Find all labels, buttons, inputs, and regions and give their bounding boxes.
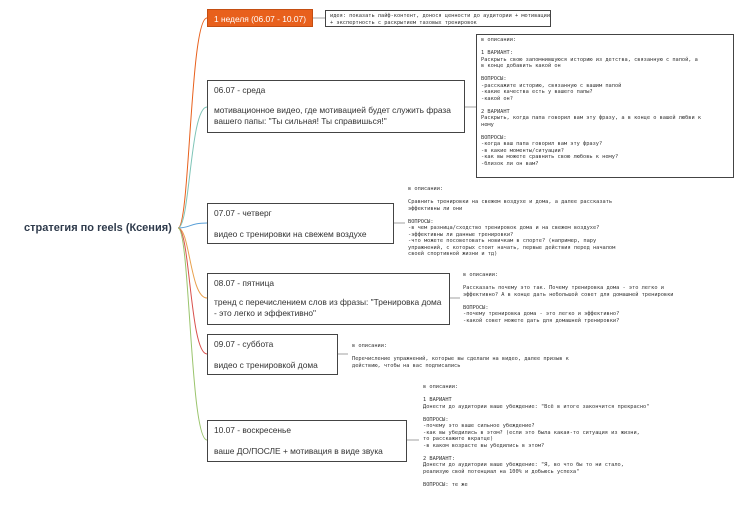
day-node-10-07[interactable] [207, 420, 407, 462]
day-date: 07.07 - четверг [214, 208, 272, 218]
day-note-10-07: в описании: 1 ВАРИАНТ Донести до аудитории ваше убеждение: "Всё в итоге закончится прекрасно" ВОПРОСЫ: -почему это ваше сильное убеждение? -как вы убедились в этом? (если это была какая-то ситуация из жизни, то расскажите вкратце) -в каком возрасте вы убедились в этом? 2 ВАРИАНТ: Донести до аудитории ваше убеждение: "Я, во что бы то ни стало, реализую свой потенциал на 100% и добьюсь успеха" ВОПРОСЫ: те же [423, 384, 650, 488]
day-text: ваше ДО/ПОСЛЕ + мотивация в виде звука [214, 446, 383, 456]
day-text: тренд с перечислением слов из фразы: "Тренировка дома - это легко и эффективно" [214, 297, 442, 318]
branch-day5-line [178, 228, 207, 440]
day-text: мотивационное видео, где мотивацией будет служить фраза вашего папы: "Ты сильная! Ты справишься!" [214, 105, 451, 126]
branch-day1-line [178, 107, 207, 228]
root-topic[interactable]: стратегия по reels (Ксения) [24, 222, 172, 234]
week-note: идея: показать лайф-контент, донося ценности до аудитории + мотивации + экспертность с раскрытием тазовых тренировок [325, 10, 551, 27]
day-text: видео с тренировки на свежем воздухе [214, 229, 367, 239]
branch-week-line [178, 18, 207, 228]
day-date: 09.07 - суббота [214, 339, 274, 349]
day-note-08-07: в описании: Рассказать почему это так. Почему тренировка дома - это легко и эффективно? А в конце дать небольшой совет для домашней тренировки ВОПРОСЫ: -почему тренировка дома - это легко и эффективно? -какой совет можете дать для домашней тренировки? [463, 272, 674, 324]
day-date: 06.07 - среда [214, 85, 266, 95]
day-text: видео с тренировкой дома [214, 360, 318, 370]
day-note-07-07: в описании: Сравнить тренировки на свежем воздухе и дома, а далее рассказать эффективны ли они ВОПРОСЫ: -в чем разница/сходство тренировок дома и на свежем воздухе? -эффективны ли данные тренировки? -что можете посоветовать новичкам в спорте? (например, пару упражнений, с которых стоит начать, первые действия перед началом своей спортивной жизни и тд) [408, 186, 616, 257]
day-date: 10.07 - воскресенье [214, 425, 292, 435]
day-node-06-07[interactable] [207, 80, 465, 133]
day-note-09-07: в описании: Перечисление упражнений, которые вы сделали на видео, далее призыв к действию, чтобы на вас подписались [352, 343, 569, 369]
branch-day4-line [178, 228, 207, 354]
week-topic[interactable]: 1 неделя (06.07 - 10.07) [207, 9, 313, 27]
day-note-06-07: в описании: 1 ВАРИАНТ: Раскрыть свою запомнившуюся историю из детства, связанную с папой, а в конце добавить какой он ВОПРОСЫ: -расскажите историю, связанную с вашим папой -какие качества есть у вашего папы? -какой он? 2 ВАРИАНТ Раскрыть, когда папа говорил вам эту фразу, а в конце о вашей любви к нему ВОПРОСЫ: -когда ваш папа говорил вам эту фразу? -в какие моменты/ситуации? -как вы можете сравнить свою любовь к нему? -близок ли он вам? [476, 34, 734, 178]
branch-day3-line [178, 228, 207, 298]
day-node-07-07[interactable] [207, 203, 394, 244]
day-date: 08.07 - пятница [214, 278, 275, 288]
day-node-08-07[interactable] [207, 273, 450, 325]
branch-day2-line [178, 223, 207, 228]
day-node-09-07[interactable] [207, 334, 338, 375]
